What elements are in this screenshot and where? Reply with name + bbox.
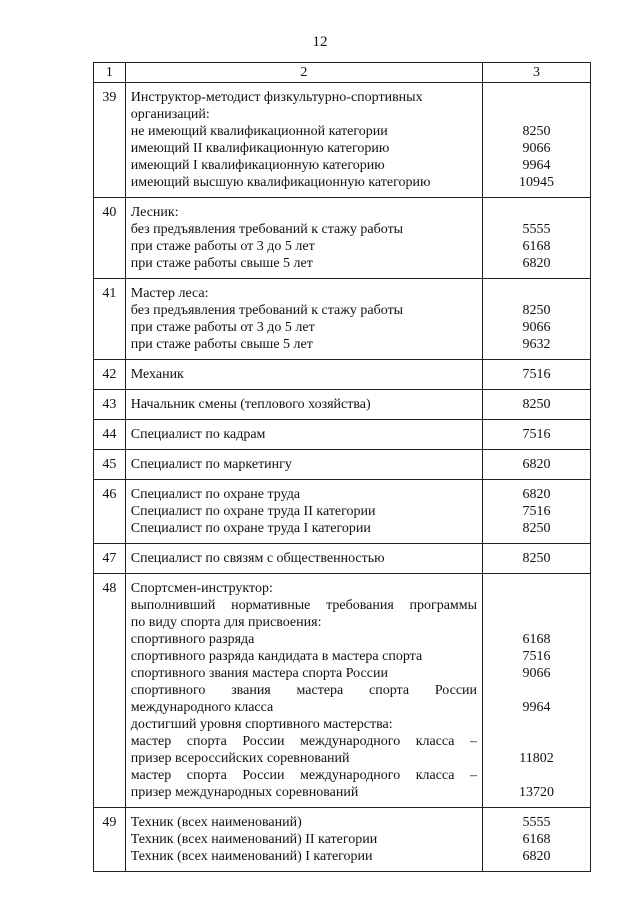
position-line: Специалист по охране труда II категории (130, 504, 376, 519)
value-line (483, 580, 590, 597)
value-line (483, 89, 590, 106)
value-line (483, 733, 590, 750)
row-number: 45 (102, 457, 117, 472)
table-row (94, 279, 591, 360)
position-line: по виду спорта для присвоения: (130, 615, 322, 630)
position-line: достигший уровня спортивного мастерства: (130, 717, 393, 732)
justified-word: класса (415, 734, 455, 749)
value-line (483, 614, 590, 631)
value-line (483, 106, 590, 123)
value-line: 11802 (519, 751, 554, 766)
position-cell (125, 420, 482, 450)
row-number: 41 (102, 286, 117, 301)
value-line: 5555 (522, 222, 551, 237)
value-line: 7516 (522, 367, 551, 382)
salary-table (93, 62, 591, 872)
row-number: 44 (102, 427, 117, 442)
position-line: Техник (всех наименований) II категории (130, 832, 378, 847)
justified-word: России (434, 683, 478, 698)
table-row (94, 360, 591, 390)
position-line: Механик (130, 367, 184, 382)
position-cell (125, 360, 482, 390)
value-line: 9964 (522, 158, 551, 173)
value-line (483, 767, 590, 784)
position-line (131, 733, 477, 750)
table-row (94, 420, 591, 450)
value-line (483, 716, 590, 733)
value-line: 7516 (522, 427, 551, 442)
justified-word: спорта (186, 768, 227, 783)
row-number-cell (94, 544, 126, 574)
position-line: Техник (всех наименований) (130, 815, 302, 830)
table-row (94, 480, 591, 544)
position-line: спортивного разряда кандидата в мастера спорта (130, 649, 423, 664)
row-number-cell (94, 198, 126, 279)
header-col-3: 3 (483, 63, 591, 83)
value-line: 7516 (522, 504, 551, 519)
position-cell (125, 480, 482, 544)
value-cell (483, 450, 591, 480)
value-cell (483, 808, 591, 872)
position-cell (125, 83, 482, 198)
position-cell (125, 574, 482, 808)
position-line: Техник (всех наименований) I категории (130, 849, 373, 864)
row-number-cell (94, 420, 126, 450)
position-line: Специалист по кадрам (130, 427, 266, 442)
position-line: без предъявления требований к стажу работы (130, 222, 404, 237)
justified-word: России (242, 734, 285, 749)
value-line (483, 285, 590, 302)
value-line: 6168 (522, 632, 551, 647)
justified-word: – (470, 734, 478, 749)
value-line: 8250 (522, 521, 551, 536)
row-number: 39 (102, 90, 117, 105)
table-row (94, 83, 591, 198)
value-line: 7516 (522, 649, 551, 664)
justified-word: – (470, 768, 478, 783)
position-cell (125, 450, 482, 480)
row-number: 40 (102, 205, 117, 220)
row-number-cell (94, 279, 126, 360)
table-row (94, 808, 591, 872)
position-line: спортивного разряда (130, 632, 255, 647)
value-line (483, 597, 590, 614)
row-number: 42 (102, 367, 117, 382)
position-line: призер всероссийских соревнований (130, 751, 350, 766)
position-line: Специалист по связям с общественностью (130, 551, 385, 566)
justified-word: нормативные (231, 598, 311, 613)
position-line: Специалист по маркетингу (130, 457, 292, 472)
position-line: призер международных соревнований (130, 785, 359, 800)
position-line: Специалист по охране труда I категории (130, 521, 371, 536)
justified-word: спортивного (130, 683, 206, 698)
value-line: 13720 (519, 785, 555, 800)
value-line: 9066 (522, 666, 551, 681)
value-cell (483, 480, 591, 544)
value-line (483, 682, 590, 699)
value-line: 5555 (522, 815, 551, 830)
position-cell (125, 544, 482, 574)
value-line: 6168 (522, 832, 551, 847)
justified-word: требования (326, 598, 394, 613)
value-line: 6820 (522, 457, 551, 472)
position-line: не имеющий квалификационной категории (130, 124, 388, 139)
value-cell (483, 420, 591, 450)
table-row (94, 390, 591, 420)
position-line: Начальник смены (теплового хозяйства) (130, 397, 371, 412)
position-line (131, 597, 477, 614)
page-number: 12 (312, 34, 328, 50)
value-line: 9066 (522, 320, 551, 335)
justified-word: класса (415, 768, 455, 783)
row-number-cell (94, 450, 126, 480)
justified-word: международного (300, 734, 401, 749)
justified-word: выполнивший (130, 598, 216, 613)
value-line: 8250 (522, 397, 551, 412)
position-line: при стаже работы от 3 до 5 лет (130, 239, 315, 254)
justified-word: мастер (130, 768, 172, 783)
row-number-cell (94, 83, 126, 198)
row-number: 46 (102, 487, 117, 502)
header-col-1: 1 (94, 63, 126, 83)
position-line: Мастер леса: (130, 286, 209, 301)
justified-word: России (242, 768, 285, 783)
value-line: 8250 (522, 551, 551, 566)
position-line: спортивного звания мастера спорта России (130, 666, 388, 681)
table-header-row (94, 63, 591, 83)
position-line (131, 682, 477, 699)
row-number-cell (94, 480, 126, 544)
row-number: 48 (102, 581, 117, 596)
value-line: 9066 (522, 141, 551, 156)
row-number-cell (94, 390, 126, 420)
row-number: 49 (102, 815, 117, 830)
value-cell (483, 544, 591, 574)
position-line: имеющий II квалификационную категорию (130, 141, 390, 156)
position-line (131, 767, 477, 784)
justified-word: мастера (296, 683, 344, 698)
value-cell (483, 390, 591, 420)
row-number: 43 (102, 397, 117, 412)
value-line: 6168 (522, 239, 551, 254)
position-cell (125, 390, 482, 420)
position-line: при стаже работы свыше 5 лет (130, 337, 313, 352)
table-row (94, 450, 591, 480)
justified-word: международного (300, 768, 401, 783)
justified-word: спорта (186, 734, 227, 749)
header-col-2: 2 (125, 63, 482, 83)
position-line: Спортсмен-инструктор: (130, 581, 273, 596)
value-line: 8250 (522, 124, 551, 139)
value-line (483, 204, 590, 221)
value-cell (483, 360, 591, 390)
justified-word: программы (409, 598, 478, 613)
value-cell (483, 279, 591, 360)
row-number-cell (94, 360, 126, 390)
position-line: организаций: (130, 107, 210, 122)
position-line: Специалист по охране труда (130, 487, 301, 502)
value-cell (483, 198, 591, 279)
value-line: 6820 (522, 487, 551, 502)
value-line: 9964 (522, 700, 551, 715)
justified-word: звания (231, 683, 271, 698)
justified-word: спорта (369, 683, 410, 698)
value-cell (483, 83, 591, 198)
position-cell (125, 198, 482, 279)
position-line: при стаже работы свыше 5 лет (130, 256, 313, 271)
position-cell (125, 279, 482, 360)
table-row (94, 198, 591, 279)
value-line: 8250 (522, 303, 551, 318)
value-line: 6820 (522, 256, 551, 271)
table-row (94, 544, 591, 574)
value-line: 10945 (519, 175, 555, 190)
value-line: 6820 (522, 849, 551, 864)
table-body (94, 63, 591, 872)
position-line: Лесник: (130, 205, 179, 220)
row-number-cell (94, 808, 126, 872)
row-number: 47 (102, 551, 117, 566)
justified-word: мастер (130, 734, 172, 749)
row-number-cell (94, 574, 126, 808)
position-line: международного класса (130, 700, 274, 715)
value-line: 9632 (522, 337, 551, 352)
position-cell (125, 808, 482, 872)
position-line: имеющий высшую квалификационную категорию (130, 175, 431, 190)
position-line: Инструктор-методист физкультурно-спортивных (130, 90, 423, 105)
position-line: имеющий I квалификационную категорию (130, 158, 385, 173)
position-line: при стаже работы от 3 до 5 лет (130, 320, 315, 335)
value-cell (483, 574, 591, 808)
position-line: без предъявления требований к стажу работы (130, 303, 404, 318)
table-row (94, 574, 591, 808)
